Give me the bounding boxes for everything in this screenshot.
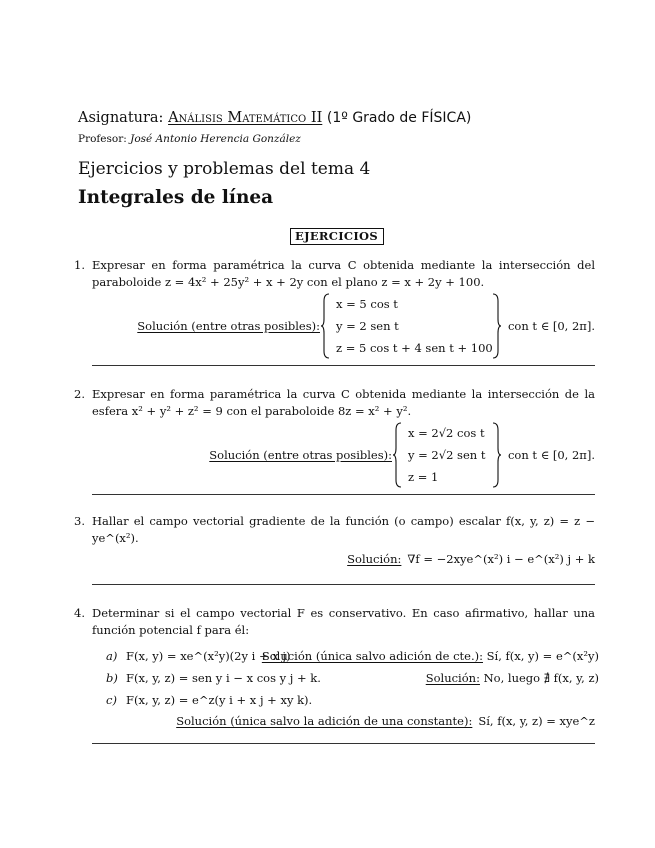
- grado-label: (1º Grado de FÍSICA): [326, 110, 472, 126]
- solution-label: Solución:: [425, 671, 480, 685]
- solution-text: Sí, f(x, y, z) = xye^z: [478, 713, 595, 728]
- exercise-number: 4.: [74, 606, 85, 620]
- condition-text: con t ∈ [0, 2π].: [507, 447, 595, 462]
- exercise-text: Expresar en forma paramétrica la curva C obtenida mediante la intersección del paraboloide z = 4x² + 25y² + x + 2y con el plano z = x + 2y + 100.: [92, 258, 595, 289]
- course-header: [78, 108, 595, 128]
- divider: [92, 743, 595, 744]
- page-title: Integrales de línea: [78, 187, 274, 208]
- system-line: z = 5 cos t + 4 sen t + 100: [335, 341, 493, 355]
- solution-row: [78, 422, 595, 488]
- divider: [92, 494, 595, 495]
- exercise-text: Determinar si el campo vectorial F es conservativo. En caso afirmativo, hallar una función potencial f para él:: [92, 606, 595, 637]
- exercise-number: 1.: [74, 258, 85, 272]
- solution-row: [78, 551, 595, 568]
- list-item: [106, 667, 599, 689]
- item-solution: [78, 711, 595, 731]
- tema-subtitle: Ejercicios y problemas del tema 4: [78, 159, 371, 179]
- exercise-number: 3.: [74, 514, 85, 528]
- solution-label: Solución (entre otras posibles):: [209, 447, 392, 462]
- item-label: a): [106, 649, 118, 663]
- condition-text: con t ∈ [0, 2π].: [507, 318, 595, 333]
- solution-text: Sí, f(x, y) = e^(x²y): [486, 649, 599, 663]
- item-expression: F(x, y) = xe^(x²y)(2y i + x j): [126, 649, 291, 663]
- divider: [92, 365, 595, 366]
- item-expression: F(x, y, z) = e^z(y i + x j + xy k).: [126, 693, 313, 707]
- system-line: x = 2√2 cos t: [407, 426, 485, 440]
- system-line: y = 2 sen t: [335, 319, 399, 333]
- system-line: z = 1: [407, 470, 439, 484]
- right-brace-icon: [492, 293, 502, 359]
- divider: [92, 584, 595, 585]
- solution-text: ∇f = −2xye^(x²) i − e^(x²) j + k: [407, 552, 595, 566]
- section-heading: EJERCICIOS: [290, 228, 384, 245]
- equation-system: [320, 293, 502, 359]
- profesor-label: Profesor:: [78, 133, 127, 145]
- exercise-number: 2.: [74, 387, 85, 401]
- asignatura-label: Asignatura:: [78, 110, 164, 126]
- exercise-2: [74, 386, 595, 495]
- solution-text: No, luego ∄ f(x, y, z): [483, 671, 599, 685]
- system-lines: [330, 293, 492, 359]
- item-expression: F(x, y, z) = sen y i − x cos y j + k.: [126, 671, 321, 685]
- left-brace-icon: [320, 293, 330, 359]
- item-solution: [262, 645, 599, 667]
- list-item: [106, 645, 599, 667]
- solution-label: Solución:: [347, 552, 402, 566]
- right-brace-icon: [492, 422, 502, 488]
- system-line: y = 2√2 sen t: [407, 448, 486, 462]
- equation-system: [392, 422, 502, 488]
- exercise-text: Expresar en forma paramétrica la curva C obtenida mediante la intersección de la esfera x² + y² + z² = 9 con el paraboloide 8z = x² + y².: [92, 387, 595, 418]
- list-item: [106, 689, 595, 711]
- document-page: [74, 108, 599, 744]
- course-name[interactable]: Análisis Matemático II: [168, 110, 323, 126]
- solution-row: [78, 293, 595, 359]
- solution-label: Solución (única salvo la adición de una constante):: [176, 713, 473, 728]
- system-lines: [402, 422, 492, 488]
- solution-label: Solución (entre otras posibles):: [137, 318, 320, 333]
- left-brace-icon: [392, 422, 402, 488]
- exercise-1: [74, 257, 595, 366]
- profesor-line: [78, 132, 595, 146]
- exercise-text: Hallar el campo vectorial gradiente de la función (o campo) escalar f(x, y, z) = z − ye^(x²).: [92, 514, 595, 545]
- system-line: x = 5 cos t: [335, 297, 398, 311]
- item-solution: [426, 667, 599, 689]
- item-label: c): [106, 693, 117, 707]
- solution-label: Solución (única salvo adición de cte.):: [261, 649, 483, 663]
- item-label: b): [106, 671, 118, 685]
- exercise-4: [74, 605, 599, 744]
- profesor-name: José Antonio Herencia González: [130, 133, 301, 145]
- exercise-3: [74, 513, 595, 585]
